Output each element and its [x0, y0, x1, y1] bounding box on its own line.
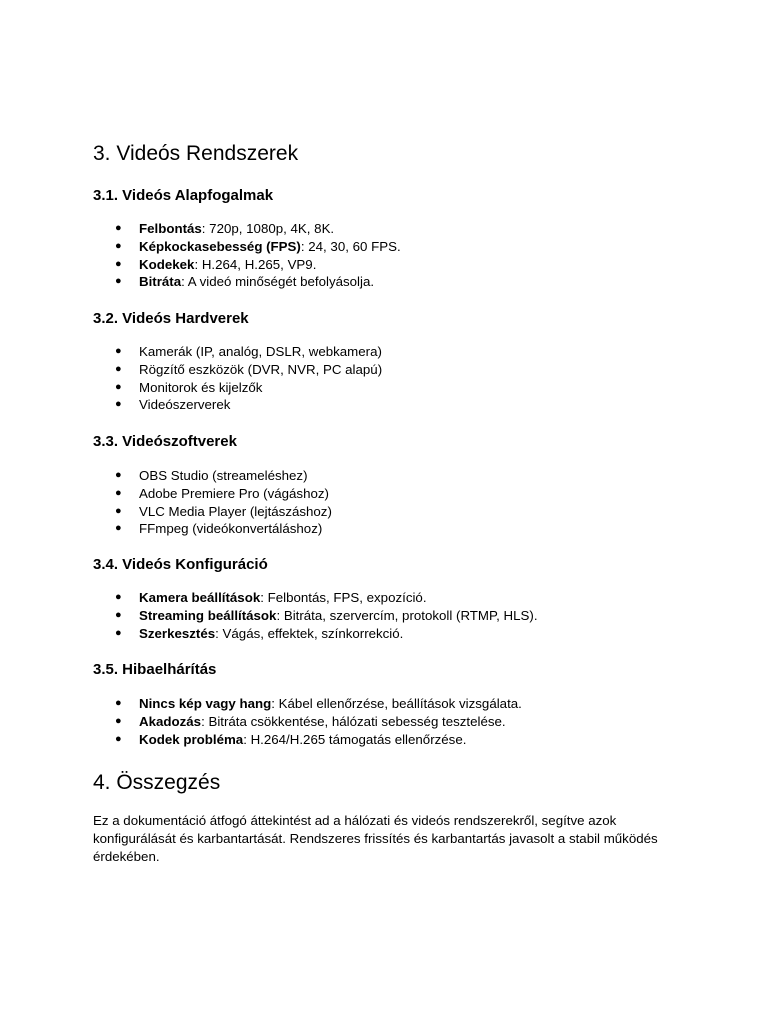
- list-item: [93, 396, 693, 414]
- item-text: : Felbontás, FPS, expozíció.: [260, 590, 427, 605]
- list-item: [93, 379, 693, 397]
- bullet-icon: ●: [115, 239, 122, 252]
- item-text: Rögzítő eszközök (DVR, NVR, PC alapú): [139, 361, 383, 377]
- list-video-config: [93, 589, 693, 642]
- subsection-heading-3-1: 3.1. Videós Alapfogalmak: [93, 187, 274, 204]
- list-item: [93, 503, 693, 521]
- section-heading-4: 4. Összegzés: [93, 771, 221, 794]
- item-text: OBS Studio (streameléshez): [139, 468, 308, 483]
- item-text: : H.264/H.265 támogatás ellenőrzése.: [243, 731, 467, 747]
- bullet-icon: ●: [115, 469, 122, 481]
- list-item: [93, 361, 693, 379]
- item-text: Monitorok és kijelzők: [139, 379, 263, 395]
- bullet-icon: ●: [115, 697, 122, 709]
- list-item: [93, 607, 693, 625]
- bullet-icon: ●: [115, 362, 122, 375]
- bullet-icon: ●: [115, 275, 122, 288]
- list-video-software: [93, 467, 693, 538]
- item-text: Videószerverek: [139, 397, 231, 413]
- subsection-heading-3-5: 3.5. Hibaelhárítás: [93, 661, 217, 678]
- item-term: Képkockasebesség (FPS): [139, 238, 301, 254]
- list-item: [93, 589, 693, 607]
- item-text: : Kábel ellenőrzése, beállítások vizsgálata.: [271, 696, 522, 711]
- bullet-icon: ●: [115, 714, 122, 727]
- list-item: [93, 485, 693, 503]
- item-text: : A videó minőségét befolyásolja.: [181, 274, 375, 290]
- bullet-icon: ●: [115, 222, 122, 234]
- item-term: Streaming beállítások: [139, 607, 277, 623]
- item-text: : H.264, H.265, VP9.: [194, 256, 317, 272]
- bullet-icon: ●: [115, 626, 122, 639]
- item-term: Bitráta: [139, 274, 182, 290]
- list-item: [93, 273, 693, 291]
- list-item: [93, 625, 693, 643]
- item-text: FFmpeg (videókonvertáláshoz): [139, 521, 323, 537]
- item-term: Kodek probléma: [139, 731, 244, 747]
- item-term: Szerkesztés: [139, 625, 216, 641]
- summary-paragraph: Ez a dokumentáció átfogó áttekintést ad a hálózati és videós rendszerekről, segítve azok konfigurálását és karbantartását. Rendszeres frissítés és karbantartás javasolt a stabil működés érdekében.: [93, 813, 658, 864]
- item-text: : Bitráta, szervercím, protokoll (RTMP, HLS).: [276, 607, 538, 623]
- bullet-icon: ●: [115, 732, 122, 745]
- bullet-icon: ●: [115, 504, 122, 517]
- subsection-heading-3-2: 3.2. Videós Hardverek: [93, 310, 249, 327]
- list-item: [93, 695, 693, 713]
- item-term: Kodekek: [139, 256, 195, 272]
- bullet-icon: ●: [115, 257, 122, 270]
- bullet-icon: ●: [115, 380, 122, 393]
- list-troubleshooting: [93, 695, 693, 748]
- item-text: : Vágás, effektek, színkorrekció.: [215, 625, 404, 641]
- list-item: [93, 467, 693, 485]
- item-text: Kamerák (IP, analóg, DSLR, webkamera): [139, 344, 382, 359]
- list-item: [93, 238, 693, 256]
- subsection-heading-3-4: 3.4. Videós Konfiguráció: [93, 556, 268, 573]
- list-item: [93, 713, 693, 731]
- item-text: : 24, 30, 60 FPS.: [300, 238, 401, 254]
- subsection-heading-3-3: 3.3. Videószoftverek: [93, 433, 237, 450]
- section-heading-3: 3. Videós Rendszerek: [93, 142, 299, 165]
- item-term: Akadozás: [139, 713, 202, 729]
- item-text: VLC Media Player (lejtászáshoz): [139, 503, 332, 519]
- list-item: [93, 220, 693, 238]
- item-text: : Bitráta csökkentése, hálózati sebesség tesztelése.: [201, 713, 506, 729]
- item-text: Adobe Premiere Pro (vágáshoz): [139, 485, 329, 501]
- item-term: Felbontás: [139, 221, 202, 236]
- bullet-icon: ●: [115, 486, 122, 499]
- item-text: : 720p, 1080p, 4K, 8K.: [201, 221, 335, 236]
- list-video-hardware: [93, 343, 693, 414]
- list-video-basics: [93, 220, 693, 291]
- item-term: Nincs kép vagy hang: [139, 696, 272, 711]
- list-item: [93, 343, 693, 361]
- bullet-icon: ●: [115, 591, 122, 603]
- item-term: Kamera beállítások: [139, 590, 261, 605]
- list-item: [93, 520, 693, 538]
- bullet-icon: ●: [115, 608, 122, 621]
- list-item: [93, 256, 693, 274]
- bullet-icon: ●: [115, 398, 122, 411]
- bullet-icon: ●: [115, 522, 122, 535]
- list-item: [93, 731, 693, 749]
- bullet-icon: ●: [115, 345, 122, 357]
